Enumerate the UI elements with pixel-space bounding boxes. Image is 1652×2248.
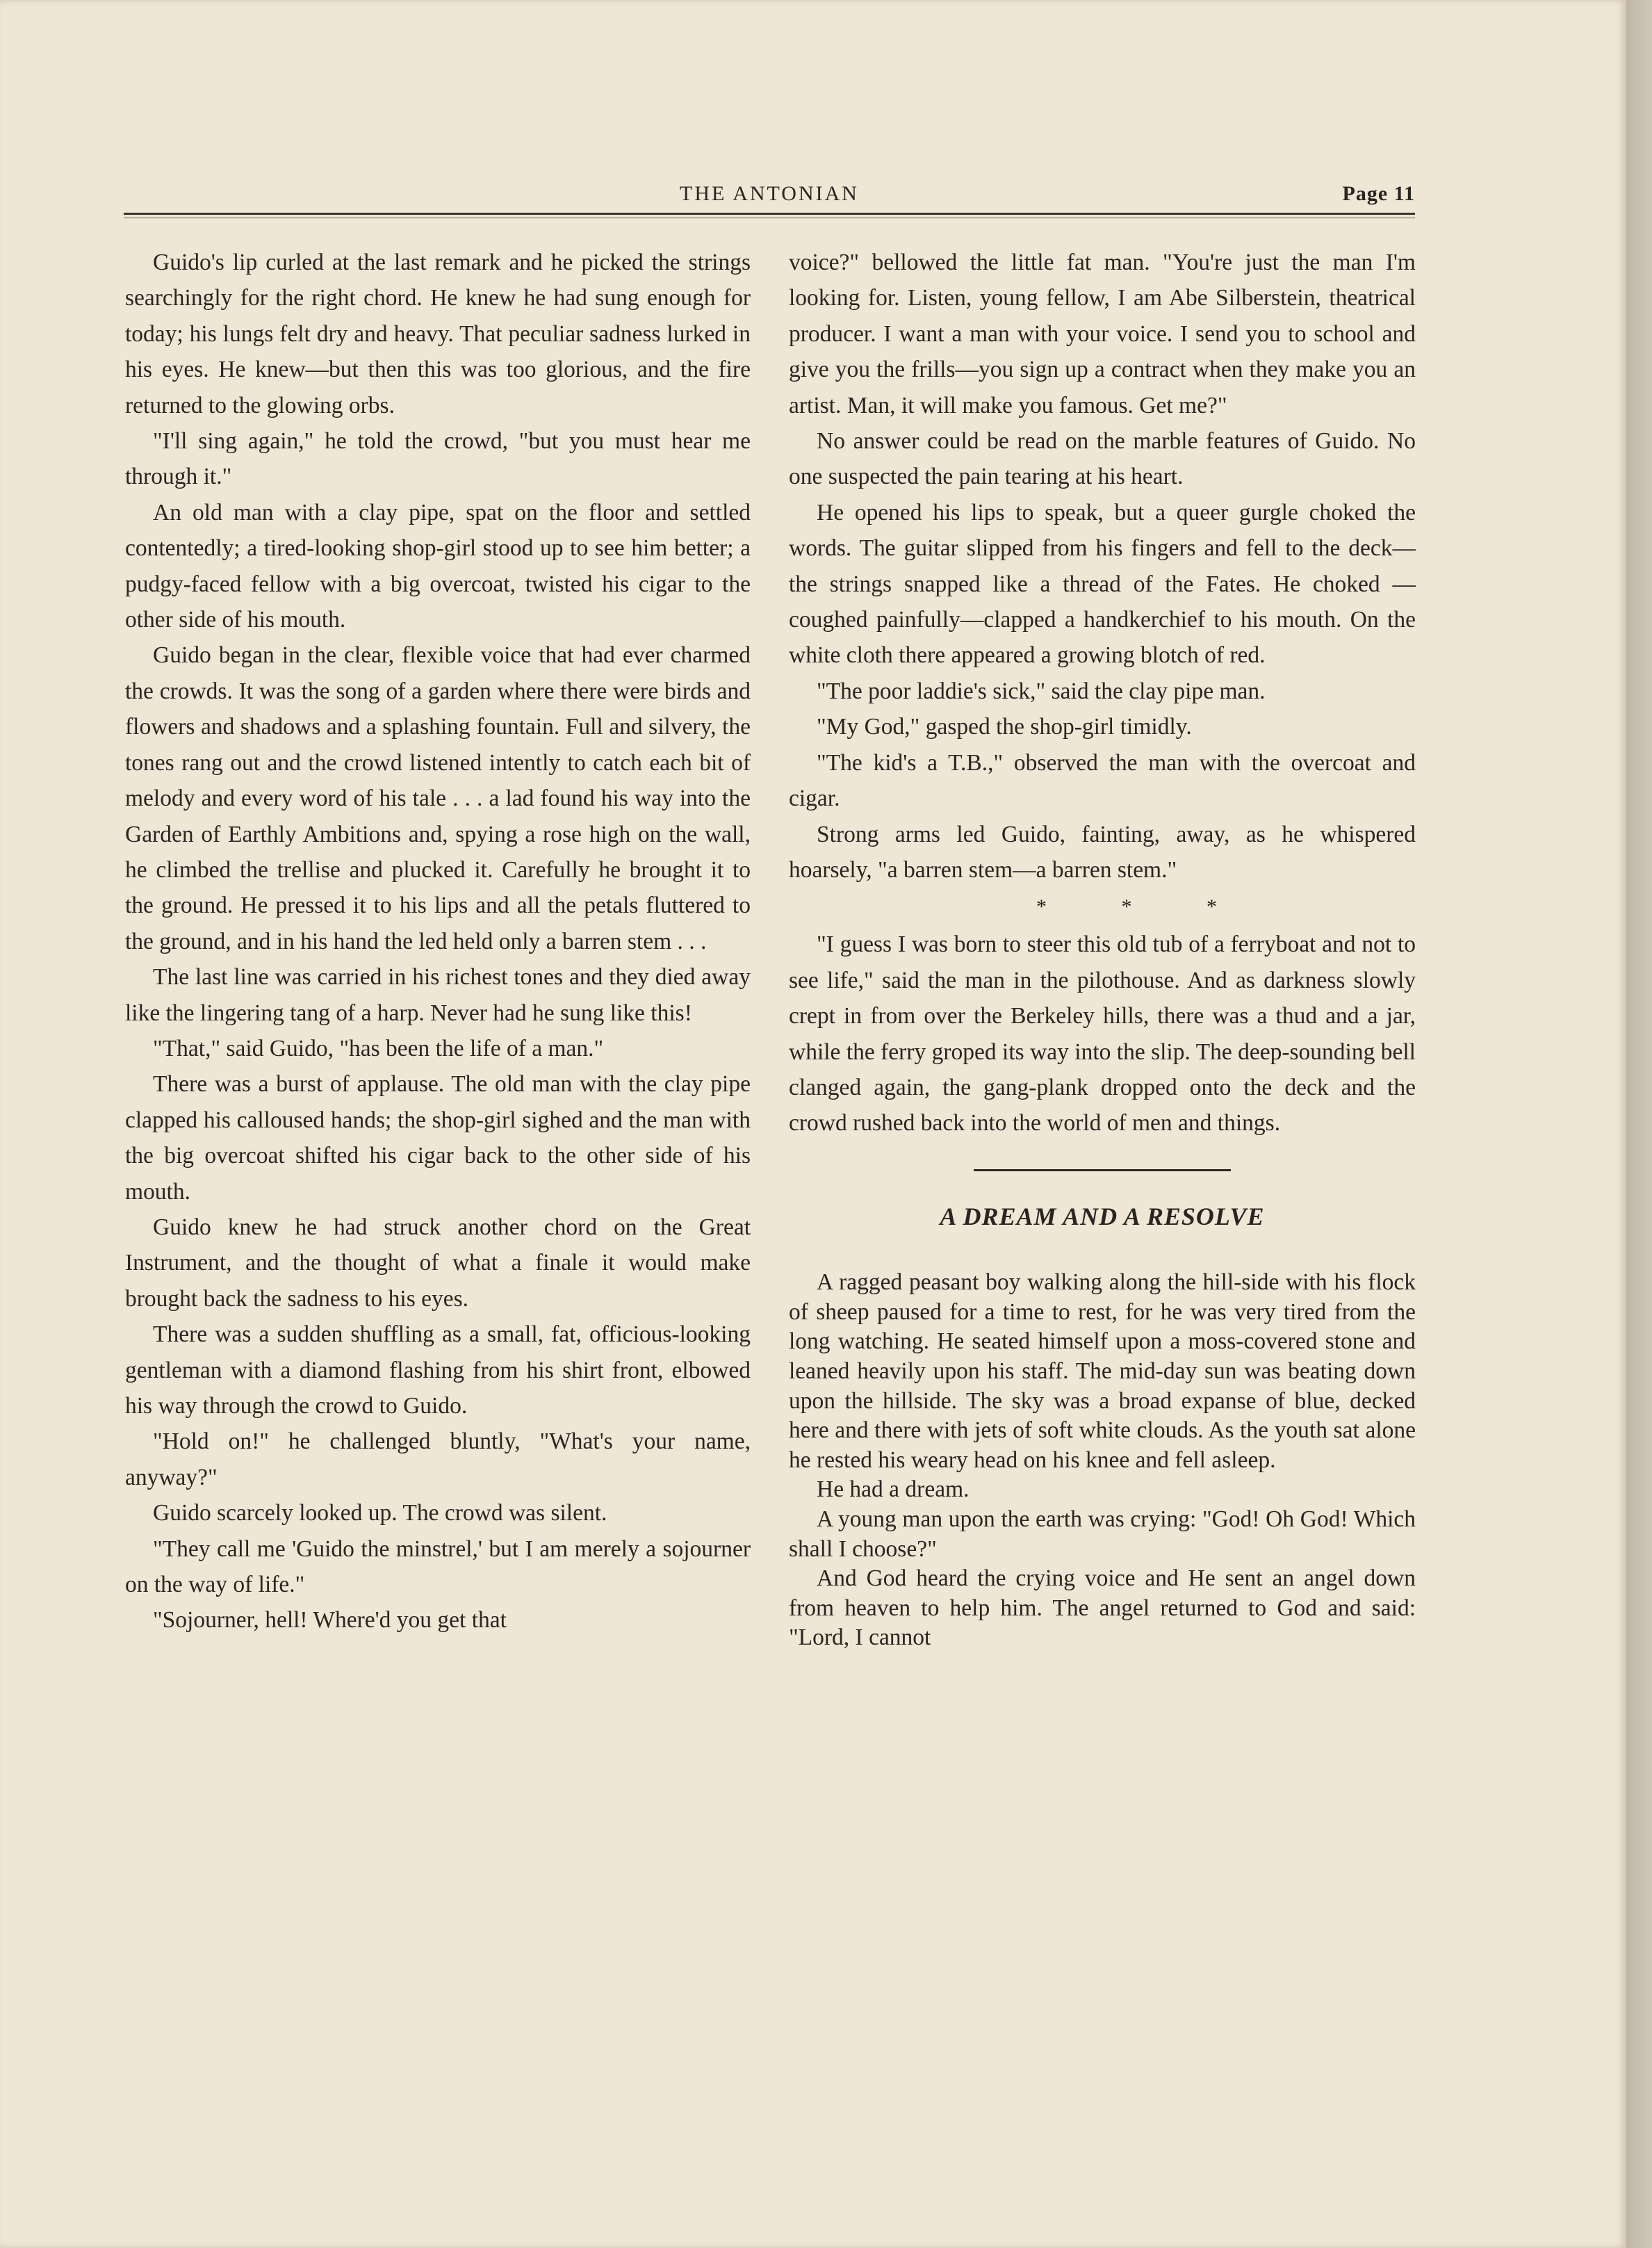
story-body xyxy=(789,1268,1416,1653)
paragraph: Guido's lip curled at the last remark and he picked the strings searchingly for the right chord. He knew he had sung enough for today; his lungs felt dry and heavy. That peculiar sadness lurked in his eyes. He knew—but then this was too glorious, and the fire returned to the glowing orbs. xyxy=(125,250,751,418)
paragraph: "The poor laddie's sick," said the clay pipe man. xyxy=(817,678,1266,704)
paragraph: "Hold on!" he challenged bluntly, "What's your name, anyway?" xyxy=(125,1428,751,1490)
story-divider xyxy=(974,1169,1231,1171)
left-column xyxy=(125,245,751,1638)
paragraph: A young man upon the earth was crying: "God! Oh God! Which shall I choose?" xyxy=(789,1506,1416,1562)
running-header xyxy=(124,182,1415,210)
section-separator: * * * xyxy=(1036,895,1252,919)
paragraph: "They call me 'Guido the minstrel,' but I am merely a sojourner on the way of life." xyxy=(125,1536,751,1598)
paragraph: Guido knew he had struck another chord on the Great Instrument, and the thought of what a finale it would make brought back the sadness to his eyes. xyxy=(125,1214,751,1312)
story-heading: A DREAM AND A RESOLVE xyxy=(940,1202,1265,1230)
paragraph: Strong arms led Guido, fainting, away, as he whispered hoarsely, "a barren stem—a barren stem." xyxy=(789,821,1416,883)
paragraph: Guido began in the clear, flexible voice that had ever charmed the crowds. It was the song of a garden where there were birds and flowers and shadows and a splashing fountain. Full and silvery, the tones rang out and the crowd listened intently to catch each bit of melody and every word of his tale . . . a lad found his way into the Garden of Earthly Ambitions and, spying a rose high on the wall, he climbed the trellise and plucked it. Carefully he brought it to the ground. He pressed it to his lips and all the petals fluttered to the ground, and in his hand the led held only a barren stem . . . xyxy=(125,642,751,954)
paragraph: voice?" bellowed the little fat man. "You're just the man I'm looking for. Listen, young fellow, I am Abe Silberstein, theatrical producer. I want a man with your voice. I send you to school and give you the frills—you sign up a contract when they make you an artist. Man, it will make you famous. Get me?" xyxy=(789,250,1416,418)
paragraph: He had a dream. xyxy=(817,1476,970,1503)
paragraph: The last line was carried in his richest tones and they died away like the lingering tang of a harp. Never had he sung like this! xyxy=(125,964,751,1026)
paragraph: There was a burst of applause. The old man with the clay pipe clapped his calloused hands; the shop-girl sighed and the man with the big overcoat shifted his cigar back to the other side of his mouth. xyxy=(125,1071,751,1205)
paragraph: "I guess I was born to steer this old tub of a ferryboat and not to see life," said the man in the pilothouse. And as darkness slowly crept in from over the Berkeley hills, there was a thud and a jar, while the ferry groped its way into the slip. The deep-sounding bell clanged again, the gang-plank dropped onto the deck and the crowd rushed back into the world of men and things. xyxy=(789,931,1416,1137)
paragraph: "Sojourner, hell! Where'd you get that xyxy=(153,1607,507,1634)
paragraph: "I'll sing again," he told the crowd, "but you must hear me through it." xyxy=(125,428,751,490)
paragraph: Guido scarcely looked up. The crowd was silent. xyxy=(153,1500,607,1526)
publication-title: THE ANTONIAN xyxy=(680,182,859,205)
page-edge xyxy=(1626,0,1652,2248)
paragraph: He opened his lips to speak, but a queer gurgle choked the words. The guitar slipped from his fingers and fell to the deck—the strings snapped like a thread of the Fates. He choked —coughed painfully—clapped a handkerchief to his mouth. On the white cloth there appeared a growing blotch of red. xyxy=(789,499,1416,669)
paragraph: "That," said Guido, "has been the life of a man." xyxy=(153,1035,604,1061)
paragraph: "My God," gasped the shop-girl timidly. xyxy=(817,714,1192,740)
header-rule xyxy=(124,213,1415,215)
right-column xyxy=(789,245,1416,1653)
paragraph: An old man with a clay pipe, spat on the floor and settled contentedly; a tired-looking shop-girl stood up to see him better; a pudgy-faced fellow with a big overcoat, twisted his cigar to the other side of his mouth. xyxy=(125,499,751,633)
page-number: Page 11 xyxy=(1342,182,1415,205)
paragraph: And God heard the crying voice and He sent an angel down from heaven to help him. The angel returned to God and said: "Lord, I cannot xyxy=(789,1565,1416,1651)
paragraph: There was a sudden shuffling as a small, fat, officious-looking gentleman with a diamond flashing from his shirt front, elbowed his way through the crowd to Guido. xyxy=(125,1321,751,1419)
paragraph: No answer could be read on the marble features of Guido. No one suspected the pain tearing at his heart. xyxy=(789,428,1416,490)
paragraph: "The kid's a T.B.," observed the man with the overcoat and cigar. xyxy=(789,749,1416,812)
paragraph: A ragged peasant boy walking along the hill-side with his flock of sheep paused for a time to rest, for he was very tired from the long watching. He seated himself upon a moss-covered stone and leaned heavily upon his staff. The mid-day sun was beating down upon the hillside. The sky was a broad expanse of blue, decked here and there with jets of soft white clouds. As the youth sat alone he rested his weary head on his knee and fell asleep. xyxy=(789,1269,1416,1473)
